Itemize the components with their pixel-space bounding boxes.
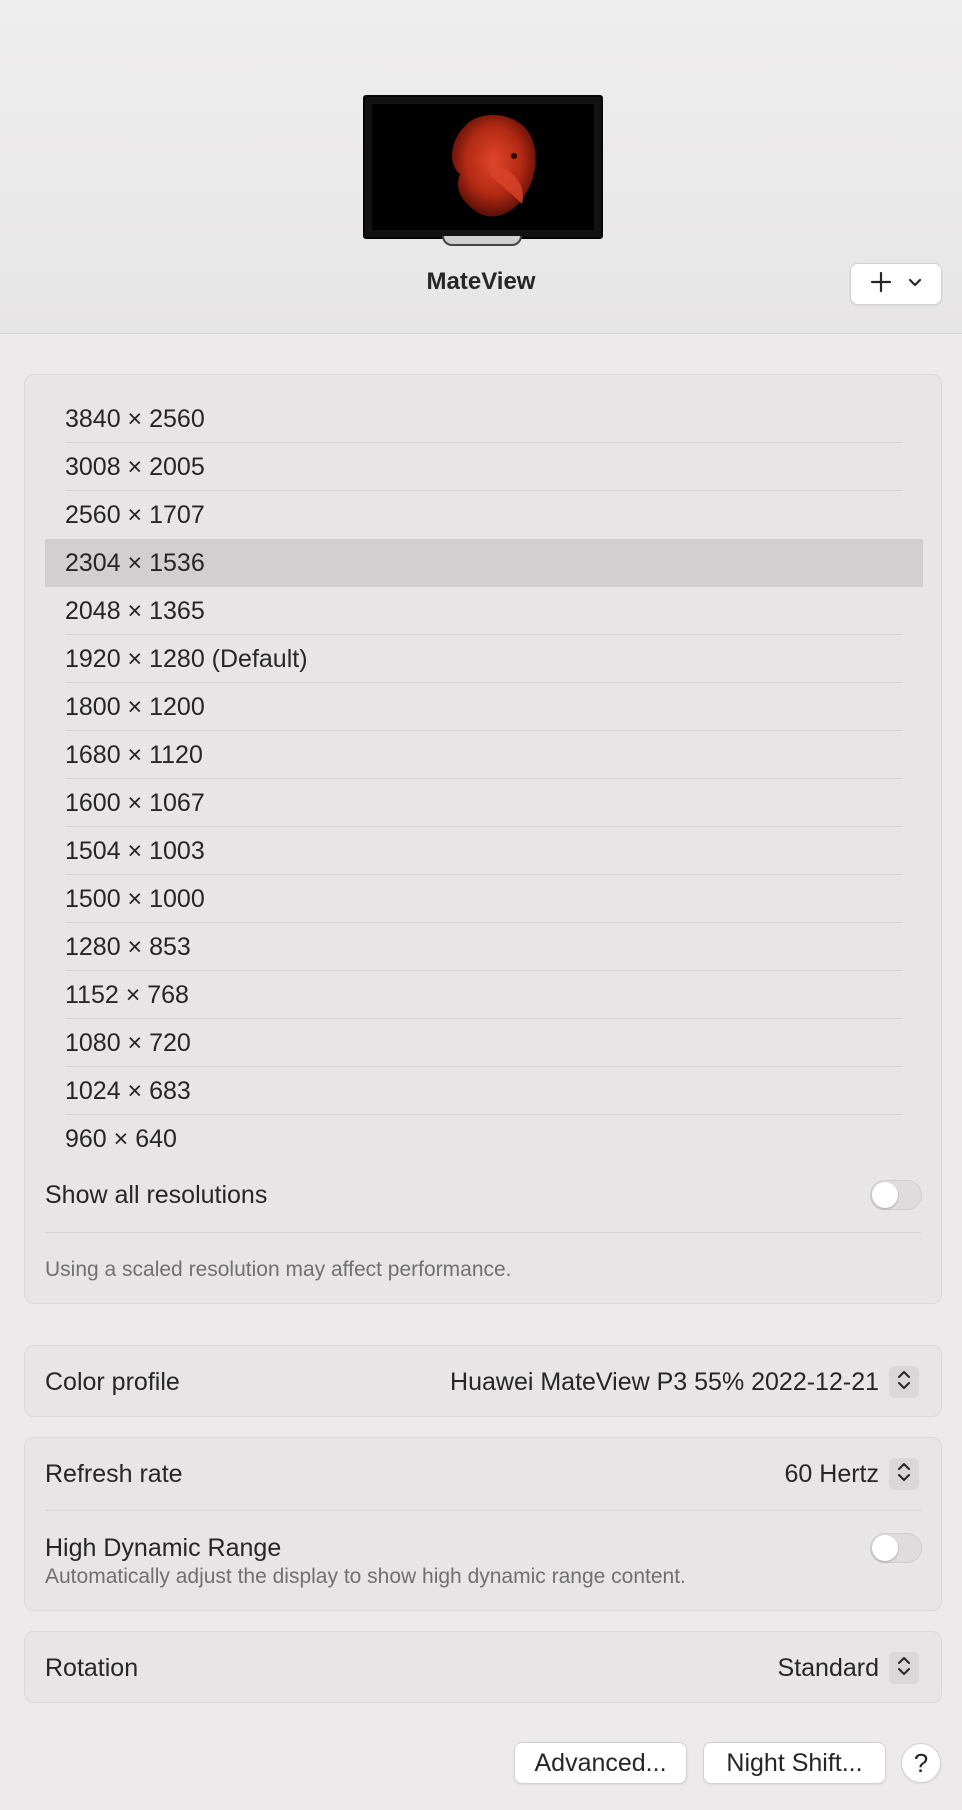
- resolution-label: 1080 × 720: [65, 1029, 191, 1057]
- divider: [45, 1232, 921, 1233]
- resolution-option[interactable]: [45, 731, 923, 779]
- hdr-label: High Dynamic Range: [45, 1534, 282, 1562]
- resolution-option[interactable]: [45, 683, 923, 731]
- resolution-card: [24, 374, 942, 1304]
- resolution-option[interactable]: [45, 395, 923, 443]
- resolution-option[interactable]: [45, 1067, 923, 1115]
- resolution-label: 1500 × 1000: [65, 885, 205, 913]
- resolution-label: 2304 × 1536: [65, 549, 205, 577]
- toggle-knob: [872, 1535, 898, 1561]
- monitor-stand: [442, 236, 522, 246]
- add-display-button[interactable]: [850, 263, 942, 305]
- display-header: [0, 0, 962, 334]
- resolution-label: 1024 × 683: [65, 1077, 191, 1105]
- night-shift-button[interactable]: Night Shift...: [703, 1742, 886, 1784]
- refresh-rate-value[interactable]: 60 Hertz: [784, 1460, 879, 1488]
- color-profile-stepper[interactable]: [889, 1366, 919, 1398]
- toggle-knob: [872, 1182, 898, 1208]
- show-all-resolutions-label: Show all resolutions: [45, 1181, 268, 1209]
- resolution-label: 1280 × 853: [65, 933, 191, 961]
- display-name: MateView: [426, 268, 536, 295]
- resolution-option[interactable]: [45, 635, 923, 683]
- resolution-option[interactable]: [45, 443, 923, 491]
- resolution-option[interactable]: [45, 971, 923, 1019]
- chevron-down-icon: [908, 275, 922, 293]
- color-profile-label: Color profile: [45, 1368, 180, 1396]
- color-profile-value[interactable]: Huawei MateView P3 55% 2022-12-21: [450, 1368, 879, 1396]
- rotation-value[interactable]: Standard: [777, 1654, 879, 1682]
- monitor-icon[interactable]: [363, 95, 603, 239]
- resolution-option[interactable]: [45, 923, 923, 971]
- rotation-card: [24, 1631, 942, 1703]
- resolution-label: 1800 × 1200: [65, 693, 205, 721]
- resolution-label: 1504 × 1003: [65, 837, 205, 865]
- refresh-hdr-card: [24, 1437, 942, 1611]
- resolution-option-selected[interactable]: [45, 539, 923, 587]
- plus-icon: [870, 271, 892, 298]
- hdr-description: Automatically adjust the display to show high dynamic range content.: [45, 1565, 686, 1588]
- divider: [45, 1510, 921, 1511]
- show-all-resolutions-toggle[interactable]: [870, 1180, 922, 1210]
- rotation-stepper[interactable]: [889, 1652, 919, 1684]
- resolution-label: 3008 × 2005: [65, 453, 205, 481]
- resolution-label: 1600 × 1067: [65, 789, 205, 817]
- help-button[interactable]: ?: [901, 1743, 941, 1783]
- resolution-label: 1920 × 1280 (Default): [65, 645, 308, 673]
- resolution-label: 960 × 640: [65, 1125, 177, 1153]
- resolution-label: 2048 × 1365: [65, 597, 205, 625]
- refresh-rate-stepper[interactable]: [889, 1458, 919, 1490]
- advanced-button[interactable]: Advanced...: [514, 1742, 687, 1784]
- hdr-toggle[interactable]: [870, 1533, 922, 1563]
- scaled-resolution-note: Using a scaled resolution may affect performance.: [45, 1258, 512, 1281]
- resolution-option[interactable]: [45, 779, 923, 827]
- resolution-label: 1152 × 768: [65, 981, 189, 1009]
- resolution-label: 2560 × 1707: [65, 501, 205, 529]
- resolution-option[interactable]: [45, 827, 923, 875]
- up-down-chevron-icon: [897, 1655, 911, 1682]
- resolution-option[interactable]: [45, 1115, 923, 1163]
- resolution-label: 1680 × 1120: [65, 741, 203, 769]
- resolution-label: 3840 × 2560: [65, 405, 205, 433]
- color-profile-card: [24, 1345, 942, 1417]
- resolution-option[interactable]: [45, 587, 923, 635]
- refresh-rate-label: Refresh rate: [45, 1460, 183, 1488]
- display-wallpaper: [372, 104, 594, 230]
- resolution-option[interactable]: [45, 1019, 923, 1067]
- resolution-option[interactable]: [45, 491, 923, 539]
- up-down-chevron-icon: [897, 1461, 911, 1488]
- resolution-option[interactable]: [45, 875, 923, 923]
- up-down-chevron-icon: [897, 1369, 911, 1396]
- rotation-label: Rotation: [45, 1654, 139, 1682]
